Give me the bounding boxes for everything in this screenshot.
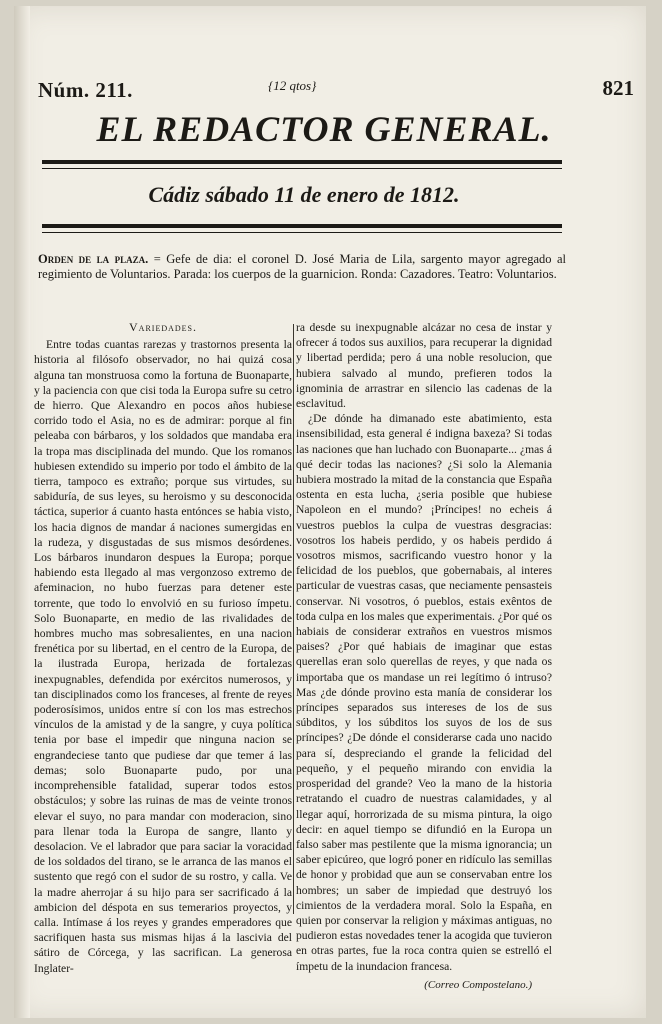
newspaper-page bbox=[14, 6, 646, 1018]
article-paragraph: ¿De dónde ha dimanado este abatimiento, esta insensibilidad, esta general é indigna baxeza? Si todas las naciones que han luchado con Buonaparte... ¿mas á qué decir todas las naciones? ¿Si solo la Alemania hubiera mostrado la mitad de la constancia que España ostenta en esta lucha, ¿seria posible que hubiese Napoleon en el mundo? ¡Príncipes! no echeis á vuestros pueblos la culpa de vuestras desgracias: vosotros los habeis perdido, y os habeis perdido á vosotros mismos, sacrificando vuestro honor y la felicidad de los pueblos, que gobernabais, al interes particular de vuestras casas, que neciamente pensasteis conservar. Ni vosotros, ó pueblos, estais exêntos de toda culpa en los males que experimentais. ¿Por qué os habiais de considerar extraños en vuestros mismos paises? ¿Por qué habiais de imaginar que estas querellas eran solo querellas de reyes, y que nada os importaba que os mandase un rei legítimo ó intruso? Mas ¿de dónde provino esta manía de considerar los príncipes separados sus intereses de los de sus súbditos, y los súbditos los suyos de los de sus príncipes? ¿De dónde el considerarse cada uno nacido para sí, despreciando el grande la felicidad del pequeño, y el pequeño mirando con envidia la prosperidad del grande? Veo la mano de la historia retratando el cuadro de nuestras calamidades, y al llegar aquí, horrorizada de su misma pintura, la oigo decir: en aquel tiempo se difundió en la Europa un falso saber mas pestilente que la misma ignorancia; un saber epicúreo, que logró poner en ridículo las semillas de honor y probidad que aun se conservaban entre los hombres; un saber de impiedad que destruyó los cimientos de la verdadera moral. Solo la España, en quien por conservar la religion y máximas antiguas, no pudieron estas novedades tener la acogida que tuvieron en otras partes, fue la roca contra quien se estrelló el ímpetu de la inundacion francesa. bbox=[296, 412, 552, 973]
dateline-rule-thick bbox=[42, 224, 562, 228]
dateline-rule-thin bbox=[42, 232, 562, 233]
issue-number: Núm. 211. bbox=[38, 78, 133, 102]
dateline: Cádiz sábado 11 de enero de 1812. bbox=[148, 182, 460, 207]
page-number: 821 bbox=[602, 76, 634, 100]
orden-label: Orden de la plaza. bbox=[38, 252, 149, 266]
section-title: Variedades. bbox=[129, 320, 197, 334]
issue-price: {12 qtos} bbox=[268, 78, 317, 93]
page-fold-shadow bbox=[14, 6, 30, 1018]
orden-text: = Gefe de dia: el coronel D. José Maria de Lila, sargento mayor agregado al regimiento de Voluntarios. Parada: los cuerpos de la guarnicion. Ronda: Cazadores. Teatro: Voluntarios. bbox=[38, 252, 567, 281]
masthead-rule-thick bbox=[42, 160, 562, 164]
column-divider bbox=[293, 324, 294, 914]
article-paragraph: Entre todas cuantas rarezas y trastornos presenta la historia al filósofo observador, no hai quizá cosa alguna tan monstruosa como la fortuna de Buonaparte, y la paciencia con que cisi toda la Europa sufre su cetro de hierro. Que Alexandro en pocos años hubiese corrido todo el Asia, no es de admirar: porque al fin peleaba con bárbaros, y los soldados que mandaba era la tropa mas disciplinada del mundo. Que los romanos hubiesen extendido su imperio por todo el ámbito de la tierra, tampoco es extraño; porque sus virtudes, su sabiduría, de sus leyes, su heroismo y su desconocida táctica, superior á cuanto hasta entónces se habia visto, los hacia dignos de mandar á naciones sumergidas en la rudeza, y disgustadas de sus mismos desórdenes. Los bárbaros inundaron despues la Europa; porque habiendo esta llegado al mas vergonzoso extremo de afeminacion, no hubo fuerzas para detener este torrente, que todo lo envolvió en su furioso ímpetu. Solo Buonaparte, en medio de las rivalidades de hombres mucho mas sobresalientes, en una nacion frenética por su libertad, en el centro de la Europa, de la ilustrada Europa, herizada de fortalezas inexpugnables, defendida por exércitos numerosos, y tan disciplinados como los franceses, al frente de reyes poderosísimos, unidos entre sí con los mas estrechos vínculos de la amistad y de la sangre, y cuya política tenia por base el impedir que ninguna nacion se engrandeciese tanto que pudiese dar que temer á las demas; solo Buonaparte pudo, por una incomprehensible fatalidad, superar todos estos obstáculos; y sobre las ruinas de mas de veinte tronos elevar el suyo, no para mandar con moderacion, sino para llenar toda la Europa de sangre, llanto y desolacion. Ve el labrador que para saciar la voracidad de los soldados del tirano, se le arranca de las manos el sustento que regó con el sudor de su rostro, y calla. Ve la madre aherrojar á su hijo para ser sacrificado á la ambicion del déspota en sus temerarios proyectos, y calla. Intímase á los reyes y grandes emperadores que sacrifiquen hasta sus mismas hijas á la lascivia del sátiro de Córcega, y las sacrifican. La generosa Inglater- bbox=[34, 338, 292, 975]
orden-de-la-plaza bbox=[38, 252, 566, 282]
article-signature: (Correo Compostelano.) bbox=[424, 978, 532, 991]
article-column-left bbox=[34, 320, 292, 976]
article-column-right bbox=[296, 320, 552, 993]
masthead-title: EL REDACTOR GENERAL. bbox=[96, 109, 552, 149]
article-paragraph: ra desde su inexpugnable alcázar no cesa de instar y ofrecer á todos sus auxilios, para recuperar la dignidad y libertad perdida; pero á una noble resolucion, que hubiera salvado al mundo, prefieren todos la ignominia de arrastrar en silencio las cadenas de la esclavitud. bbox=[296, 321, 552, 411]
masthead-rule-thin bbox=[42, 168, 562, 169]
